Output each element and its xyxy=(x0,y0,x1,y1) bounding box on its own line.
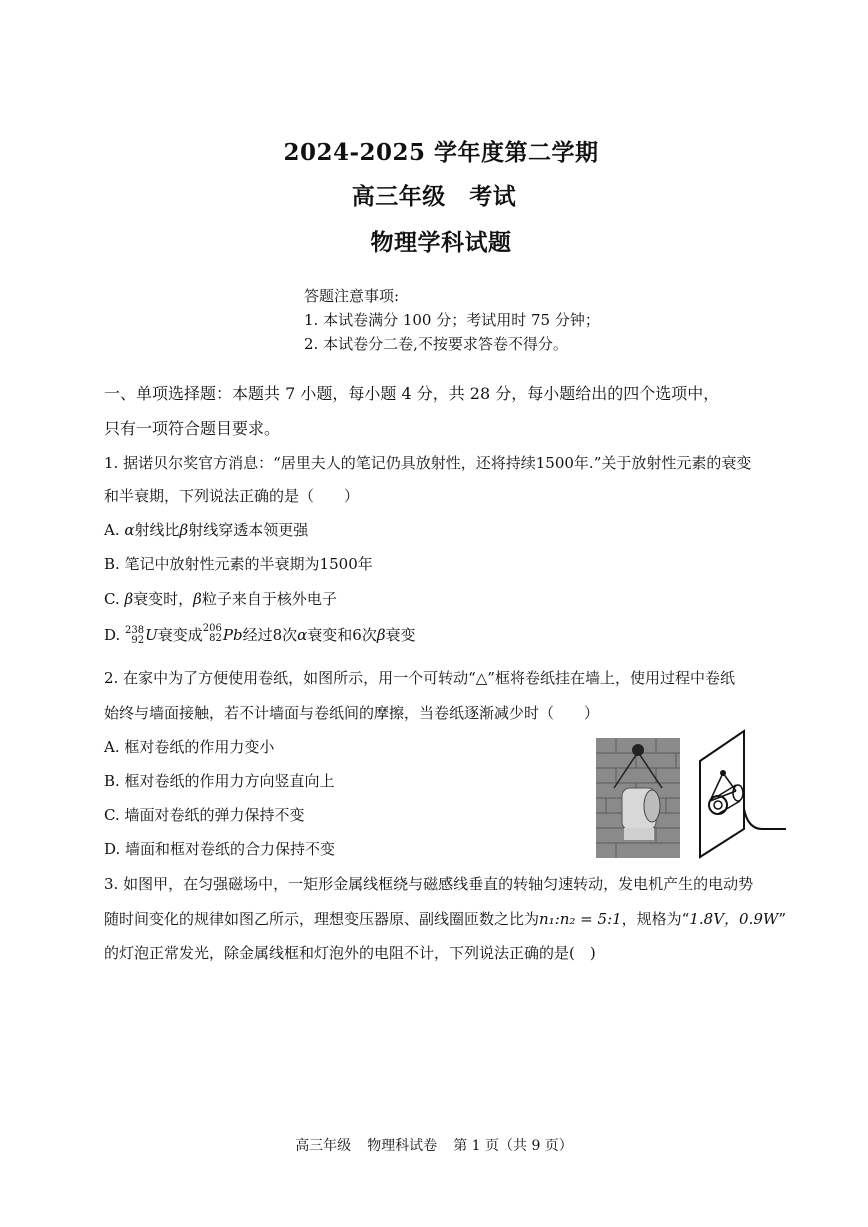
q2-option-d[interactable]: D. 墙面和框对卷纸的合力保持不变 xyxy=(104,840,336,858)
footer-subject: 物理科试卷 xyxy=(367,1138,438,1154)
q1-option-b[interactable]: B. 笔记中放射性元素的半衰期为1500年 xyxy=(104,555,373,573)
footer-page-number: 第 1 页（共 9 页） xyxy=(453,1138,573,1154)
section-heading-line2: 只有一项符合题目要求。 xyxy=(104,419,281,438)
option-letter: D. xyxy=(104,626,126,644)
beta-symbol: β xyxy=(179,521,189,539)
q2-option-a[interactable]: A. 框对卷纸的作用力变小 xyxy=(104,738,275,756)
section-heading-line1: 一、单项选择题：本题共 7 小题，每小题 4 分，共 28 分，每小题给出的四个选项中， xyxy=(104,384,720,403)
q3-stem-line3: 的灯泡正常发光，除金属线框和灯泡外的电阻不计，下列说法正确的是( ) xyxy=(104,944,596,962)
beta-symbol: β xyxy=(193,590,202,608)
q2-stem-line2: 始终与墙面接触，若不计墙面与卷纸间的摩擦，当卷纸逐渐减少时（ ） xyxy=(104,704,600,722)
beta-symbol: β xyxy=(376,626,386,644)
option-text: 粒子来自于核外电子 xyxy=(201,590,337,608)
option-text: 射线比 xyxy=(134,521,180,539)
q2-option-b[interactable]: B. 框对卷纸的作用力方向竖直向上 xyxy=(104,772,335,790)
lead-isotope-numbers: 206 82 xyxy=(202,623,222,644)
option-text: 射线穿透本领更强 xyxy=(188,521,309,539)
q3-text: 随时间变化的规律如图乙所示，理想变压器原、副线圈匝数之比为 xyxy=(104,910,540,928)
q1-option-c[interactable] xyxy=(104,588,337,609)
option-letter: C. xyxy=(104,590,125,608)
option-text: 衰变成 xyxy=(157,626,203,644)
bulb-rating: 1.8V，0.9W xyxy=(689,910,779,928)
q2-option-c[interactable]: C. 墙面对卷纸的弹力保持不变 xyxy=(104,806,305,824)
q1-option-a[interactable] xyxy=(104,519,308,540)
q3-stem-line1: 3. 如图甲，在匀强磁场中，一矩形金属线框绕与磁感线垂直的转轴匀速转动，发电机产生的电动势 xyxy=(104,875,754,893)
q3-text: ，规格为“ xyxy=(621,910,690,928)
uranium-symbol: U xyxy=(145,626,158,644)
q1-stem-line2: 和半衰期，下列说法正确的是（ ） xyxy=(104,487,360,505)
exam-grade-title: 高三年级 考试 xyxy=(351,183,517,210)
notice-heading: 答题注意事项: xyxy=(304,287,400,305)
lead-symbol: Pb xyxy=(222,626,243,644)
option-text: 衰变 xyxy=(385,626,416,644)
option-letter: A. xyxy=(104,521,125,539)
option-text: 经过8次 xyxy=(242,626,298,644)
notice-item-2: 2. 本试卷分二卷,不按要求答卷不得分。 xyxy=(304,335,568,353)
footer-grade: 高三年级 xyxy=(295,1138,352,1154)
turns-ratio: n₁:n₂ = 5:1 xyxy=(539,910,622,928)
q3-stem-line2 xyxy=(104,908,786,929)
toilet-paper-photo xyxy=(596,738,680,858)
q1-option-d[interactable] xyxy=(104,624,416,646)
uranium-isotope-numbers: 238 92 xyxy=(125,625,145,646)
option-text: 衰变和6次 xyxy=(307,626,377,644)
exam-term-title: 2024-2025 学年度第二学期 xyxy=(283,139,599,166)
page-footer xyxy=(0,1135,868,1155)
option-text: 衰变时， xyxy=(133,590,194,608)
toilet-paper-diagram xyxy=(696,727,788,859)
q3-text: ” xyxy=(778,910,786,928)
beta-symbol: β xyxy=(124,590,134,608)
alpha-symbol: α xyxy=(124,521,135,539)
q2-stem-line1: 2. 在家中为了方便使用卷纸，如图所示，用一个可转动“△”框将卷纸挂在墙上，使用过程中卷纸 xyxy=(104,669,735,687)
q1-stem-line1: 1. 据诺贝尔奖官方消息：“居里夫人的笔记仍具放射性，还将持续1500年.”关于放射性元素的衰变 xyxy=(104,454,752,472)
exam-subject-title: 物理学科试题 xyxy=(370,229,512,256)
notice-item-1: 1. 本试卷满分 100 分；考试用时 75 分钟； xyxy=(304,311,600,329)
alpha-symbol: α xyxy=(297,626,308,644)
